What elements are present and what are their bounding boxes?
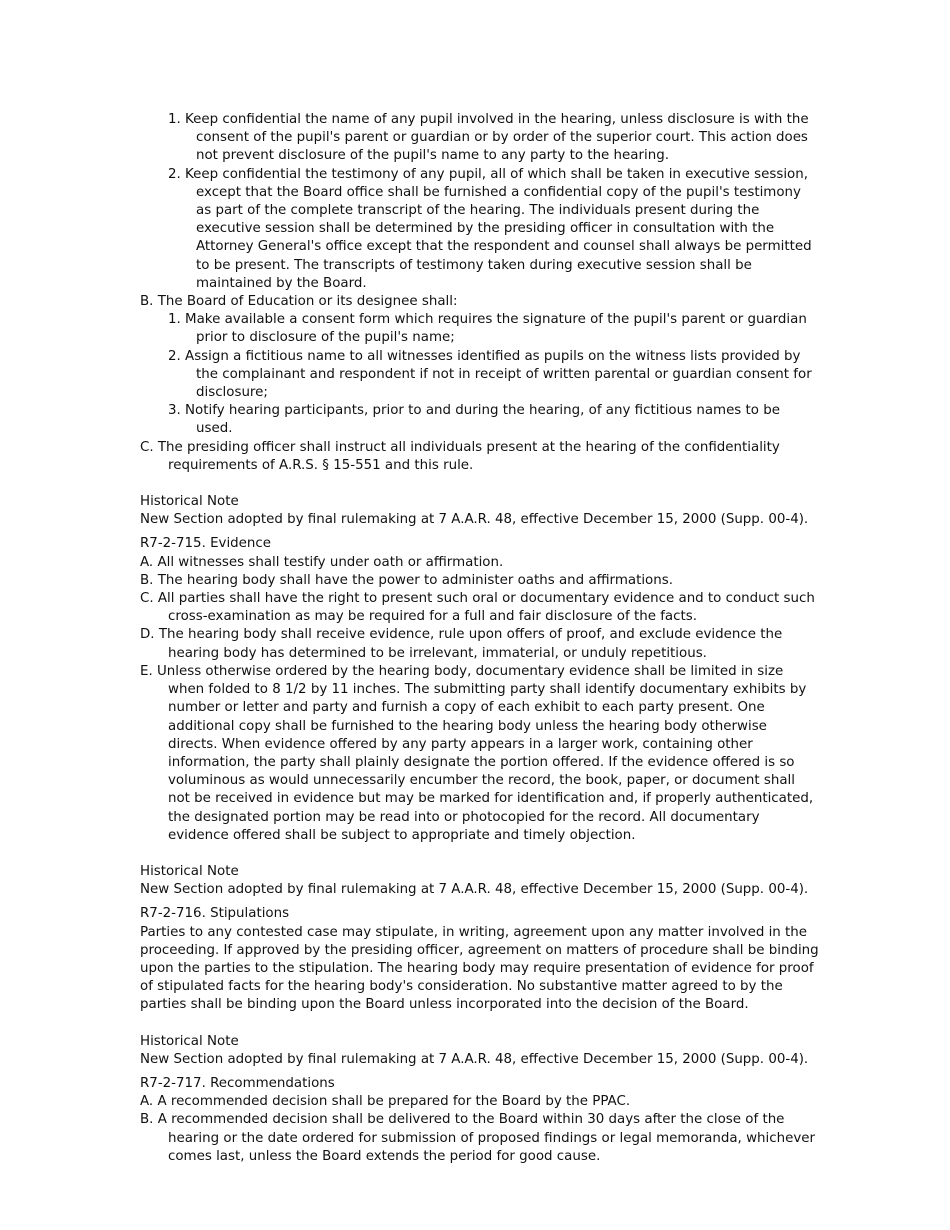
section-c: C. The presiding officer shall instruct all individuals present at the hearing of the confidentiality requirements of A.R.S. § 15-551 and this rule.: [140, 439, 780, 473]
list-item: 2. Keep confidential the testimony of any pupil, all of which shall be taken in executive session, except that the Board office shall be furnished a confidential copy of the pupil's testimony as part of the complete transcript of the hearing. The individuals present during the executive session shall be determined by the presiding officer in consultation with the Attorney General's office except that the respondent and counsel shall always be permitted to be present. The transcripts of testimony taken during executive session shall be maintained by the Board.: [168, 166, 812, 291]
list-item: C. All parties shall have the right to present such oral or documentary evidence and to conduct such cross-examination as may be required for a full and fair disclosure of the facts.: [140, 591, 815, 625]
historical-note-text: New Section adopted by final rulemaking at 7 A.A.R. 48, effective December 15, 2000 (Supp. 00-4).: [140, 882, 809, 898]
section-heading-r7-2-715: R7-2-715. Evidence: [140, 536, 272, 552]
section-heading-r7-2-716: R7-2-716. Stipulations: [140, 906, 290, 922]
historical-note-heading: Historical Note: [140, 494, 239, 510]
list-item: B. A recommended decision shall be delivered to the Board within 30 days after the close of the hearing or the date ordered for submission of proposed findings or legal memoranda, whichever comes last, unless the Board extends the period for good cause.: [140, 1112, 815, 1164]
list-item: E. Unless otherwise ordered by the hearing body, documentary evidence shall be limited in size when folded to 8 1/2 by 11 inches. The submitting party shall identify documentary exhibits by number or letter and party and furnish a copy of each exhibit to each party present. One additional copy shall be furnished to the hearing body unless the hearing body otherwise directs. When evidence offered by any party appears in a larger work, containing other information, the party shall plainly designate the portion offered. If the evidence offered is so voluminous as would unnecessarily encumber the record, the book, paper, or document shall not be received in evidence but may be marked for identification and, if properly authenticated, the designated portion may be read into or photocopied for the record. All documentary evidence offered shall be subject to appropriate and timely objection.: [140, 663, 814, 843]
document-page: [140, 111, 820, 1166]
list-item: A. A recommended decision shall be prepared for the Board by the PPAC.: [140, 1094, 631, 1110]
list-item: 1. Make available a consent form which requires the signature of the pupil's parent or guardian prior to disclosure of the pupil's name;: [168, 312, 807, 346]
section-b-label: B. The Board of Education or its designee shall:: [140, 294, 458, 310]
stipulations-paragraph: Parties to any contested case may stipulate, in writing, agreement upon any matter involved in the proceeding. If approved by the presiding officer, agreement on matters of procedure shall be binding upon the parties to the stipulation. The hearing body may require presentation of evidence for proof of stipulated facts for the hearing body's consideration. No substantive matter agreed to by the parties shall be binding upon the Board unless incorporated into the decision of the Board.: [140, 924, 819, 1013]
list-item: 3. Notify hearing participants, prior to and during the hearing, of any fictitious names to be used.: [168, 403, 780, 437]
historical-note-heading: Historical Note: [140, 1033, 239, 1049]
section-heading-r7-2-717: R7-2-717. Recommendations: [140, 1075, 335, 1091]
list-item: 1. Keep confidential the name of any pupil involved in the hearing, unless disclosure is with the consent of the pupil's parent or guardian or by order of the superior court. This action does not prevent disclosure of the pupil's name to any party to the hearing.: [168, 112, 809, 164]
list-item: B. The hearing body shall have the power to administer oaths and affirmations.: [140, 572, 673, 588]
list-item: 2. Assign a fictitious name to all witnesses identified as pupils on the witness lists provided by the complainant and respondent if not in receipt of written parental or guardian consent for disclosure;: [168, 348, 812, 401]
list-item: D. The hearing body shall receive evidence, rule upon offers of proof, and exclude evidence the hearing body has determined to be irrelevant, immaterial, or unduly repetitious.: [140, 627, 783, 661]
historical-note-text: New Section adopted by final rulemaking at 7 A.A.R. 48, effective December 15, 2000 (Supp. 00-4).: [140, 1051, 809, 1067]
historical-note-heading: Historical Note: [140, 863, 239, 879]
list-item: A. All witnesses shall testify under oath or affirmation.: [140, 554, 504, 570]
historical-note-text: New Section adopted by final rulemaking at 7 A.A.R. 48, effective December 15, 2000 (Supp. 00-4).: [140, 512, 809, 528]
